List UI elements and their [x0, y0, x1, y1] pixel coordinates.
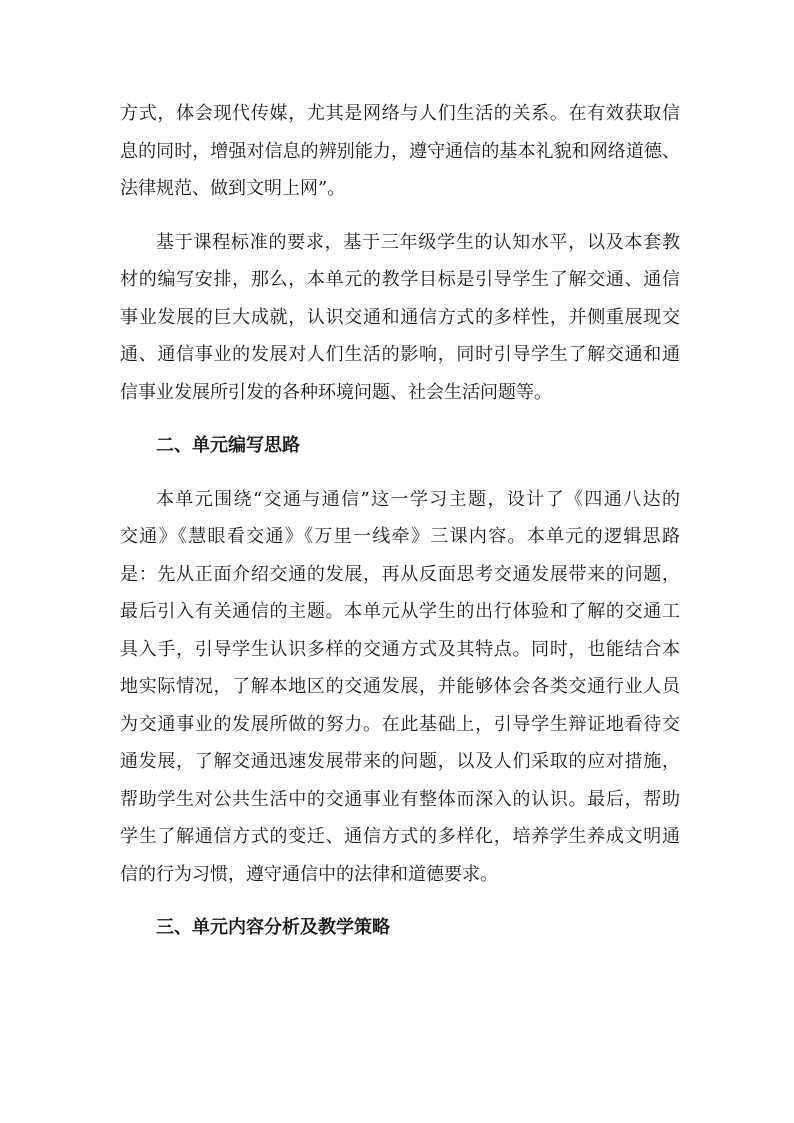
text-line: 息的同时，增强对信息的辨别能力，遵守通信的基本礼貌和网络道德、 [120, 140, 680, 162]
section-heading-2: 二、单元编写思路 [156, 435, 300, 456]
text-line: 基于课程标准的要求，基于三年级学生的认知水平，以及本套教 [156, 231, 680, 253]
text-line: 学生了解通信方式的变迁、通信方式的多样化，培养学生养成文明通 [120, 826, 680, 847]
text-line: 具入手，引导学生认识多样的交通方式及其特点。同时，也能结合本 [120, 638, 680, 660]
text-line: 通发展，了解交通迅速发展带来的问题，以及人们采取的应对措施， [120, 751, 680, 772]
text-line: 本单元围绕“交通与通信”这一学习主题，设计了《四通八达的 [156, 488, 680, 510]
paragraph-1 [120, 95, 680, 208]
paragraph-2 [120, 224, 680, 412]
text-line: 帮助学生对公共生活中的交通事业有整体而深入的认识。最后，帮助 [120, 788, 680, 810]
section-heading-3: 三、单元内容分析及教学策略 [156, 917, 390, 938]
text-line: 为交通事业的发展所做的努力。在此基础上，引导学生辩证地看待交 [120, 713, 680, 735]
text-line: 交通》《慧眼看交通》《万里一线牵》三课内容。本单元的逻辑思路 [120, 526, 680, 547]
text-line: 是：先从正面介绍交通的发展，再从反面思考交通发展带来的问题， [120, 563, 680, 585]
text-line: 方式，体会现代传媒，尤其是网络与人们生活的关系。在有效获取信 [120, 103, 680, 124]
text-line: 地实际情况，了解本地区的交通发展，并能够体会各类交通行业人员 [120, 676, 680, 697]
text-line: 事业发展的巨大成就，认识交通和通信方式的多样性，并侧重展现交 [120, 306, 680, 328]
paragraph-3 [120, 481, 680, 894]
text-line: 材的编写安排，那么，本单元的教学目标是引导学生了解交通、通信 [120, 269, 680, 290]
text-line: 信事业发展所引发的各种环境问题、社会生活问题等。 [120, 381, 552, 403]
text-line: 法律规范、做到文明上网”。 [120, 178, 346, 199]
text-line: 通、通信事业的发展对人们生活的影响，同时引导学生了解交通和通 [120, 344, 680, 365]
text-line: 最后引入有关通信的主题。本单元从学生的出行体验和了解的交通工 [120, 601, 680, 622]
document-body [120, 95, 680, 947]
text-line: 信的行为习惯，遵守通信中的法律和道德要求。 [120, 863, 498, 885]
